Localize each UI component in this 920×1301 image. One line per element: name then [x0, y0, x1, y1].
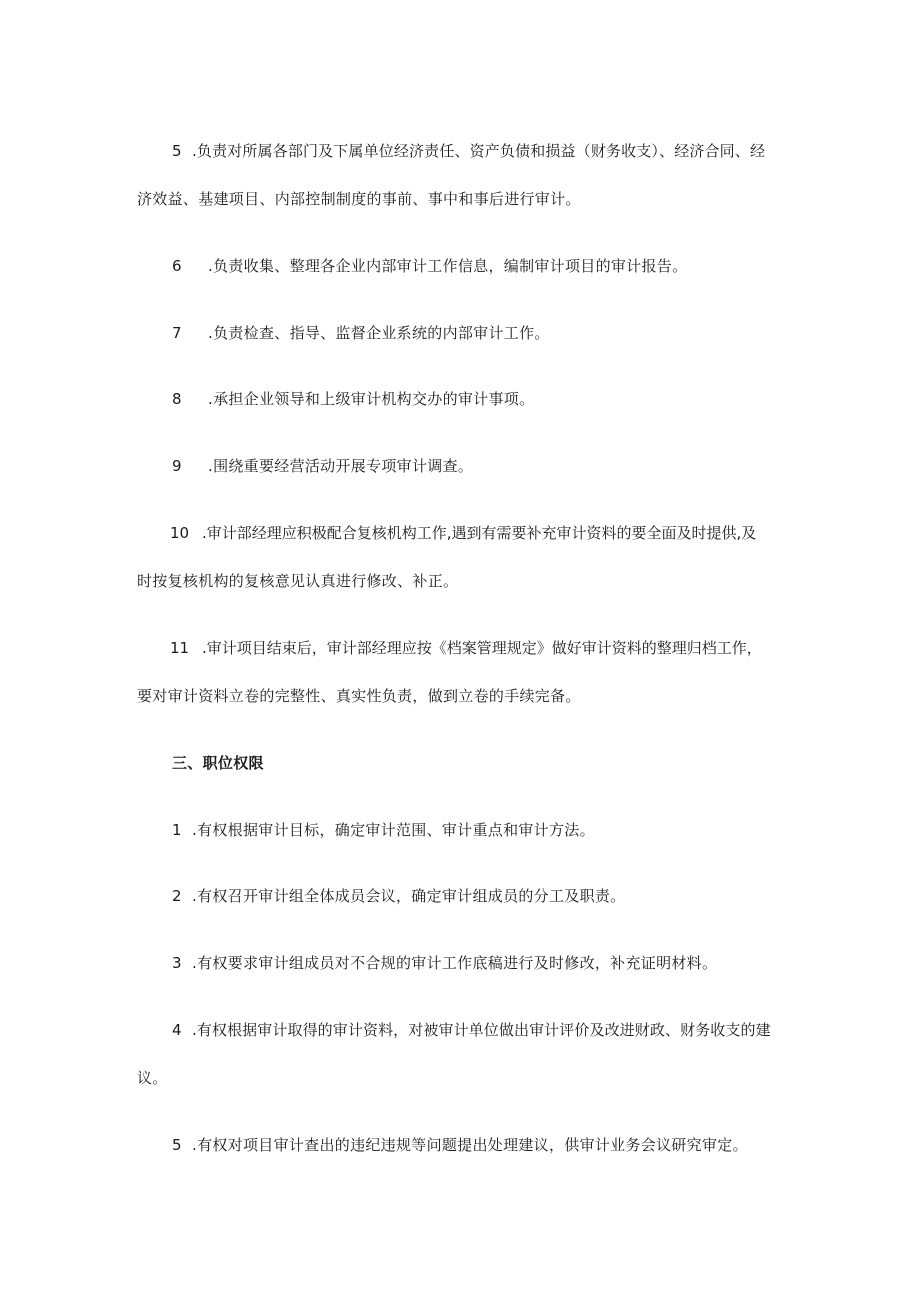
duty-5-number: 5 — [172, 142, 182, 160]
authority-5-number: 5 — [172, 1136, 182, 1154]
section-heading: 三、职位权限 — [172, 754, 264, 772]
duty-10-text-line1: .审计部经理应积极配合复核机构工作,遇到有需要补充审计资料的要全面及时提供,及 — [202, 524, 757, 542]
authority-2-number: 2 — [172, 887, 182, 905]
duty-9-number: 9 — [172, 457, 182, 475]
authority-4-text-line1: .有权根据审计取得的审计资料，对被审计单位做出审计评价及改进财政、财务收支的建 — [192, 1021, 771, 1039]
duty-11-text-line2: 要对审计资料立卷的完整性、真实性负责，做到立卷的手续完备。 — [137, 687, 581, 705]
authority-3-text: .有权要求审计组成员对不合规的审计工作底稿进行及时修改，补充证明材料。 — [192, 954, 718, 972]
authority-3-number: 3 — [172, 954, 182, 972]
authority-4-text-line2: 议。 — [137, 1069, 168, 1087]
duty-6-text: .负责收集、整理各企业内部审计工作信息，编制审计项目的审计报告。 — [208, 257, 688, 275]
duty-11-number: 11 — [170, 639, 190, 657]
duty-11-text-line1: .审计项目结束后，审计部经理应按《档案管理规定》做好审计资料的整理归档工作， — [202, 639, 762, 657]
authority-2-text: .有权召开审计组全体成员会议，确定审计组成员的分工及职责。 — [192, 887, 626, 905]
duty-8-number: 8 — [172, 390, 182, 408]
authority-4-number: 4 — [172, 1021, 182, 1039]
duty-5-text-line1: .负责对所属各部门及下属单位经济责任、资产负债和损益（财务收支）、经济合同、经 — [192, 142, 766, 160]
duty-10-number: 10 — [170, 524, 190, 542]
duty-9-text: .围绕重要经营活动开展专项审计调查。 — [208, 457, 474, 475]
duty-10-text-line2: 时按复核机构的复核意见认真进行修改、补正。 — [137, 572, 459, 590]
duty-6-number: 6 — [172, 257, 182, 275]
authority-1-text: .有权根据审计目标，确定审计范围、审计重点和审计方法。 — [192, 821, 595, 839]
duty-7-text: .负责检查、指导、监督企业系统的内部审计工作。 — [208, 324, 550, 342]
duty-8-text: .承担企业领导和上级审计机构交办的审计事项。 — [208, 390, 535, 408]
duty-7-number: 7 — [172, 324, 182, 342]
authority-5-text: .有权对项目审计查出的违纪违规等问题提出处理建议，供审计业务会议研究审定。 — [192, 1136, 748, 1154]
authority-1-number: 1 — [172, 821, 182, 839]
duty-5-text-line2: 济效益、基建项目、内部控制制度的事前、事中和事后进行审计。 — [137, 190, 581, 208]
